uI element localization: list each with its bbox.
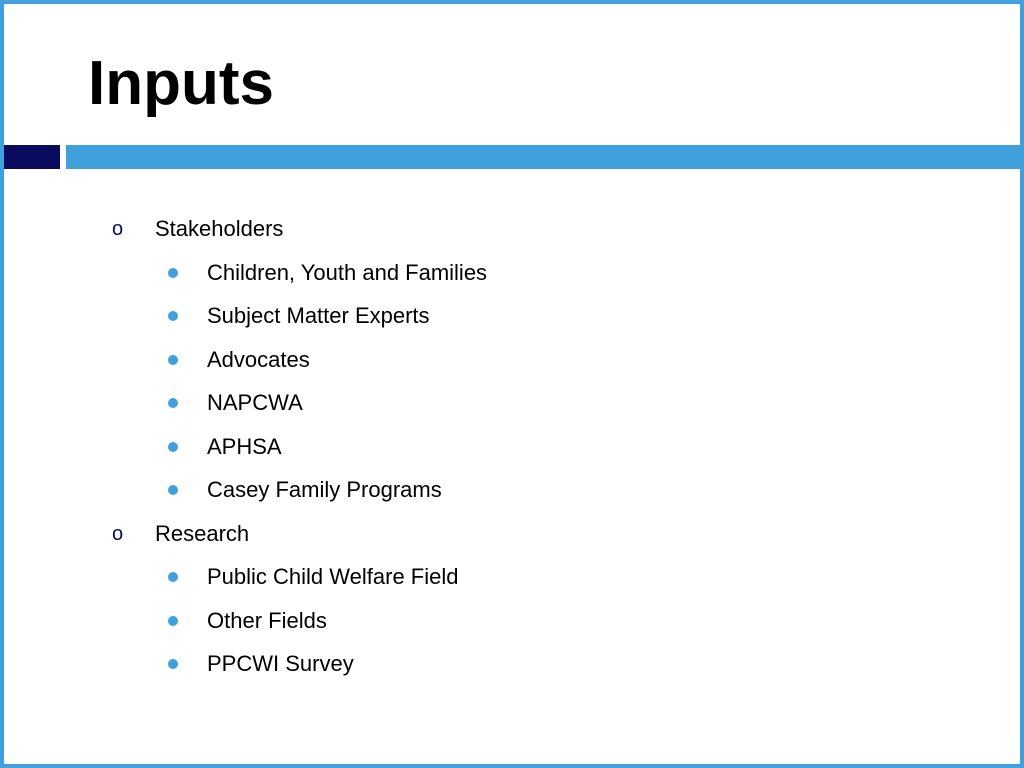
list-item-label: Subject Matter Experts xyxy=(207,303,430,328)
slide-title: Inputs xyxy=(88,49,274,118)
section-label: Stakeholders xyxy=(155,216,284,241)
bullet-dot-icon xyxy=(168,659,178,669)
list-item-label: PPCWI Survey xyxy=(207,651,354,676)
list-item-label: Public Child Welfare Field xyxy=(207,564,459,589)
list-item xyxy=(207,390,303,416)
list-item xyxy=(207,260,487,286)
list-item xyxy=(207,564,458,590)
list-item xyxy=(207,651,354,677)
list-item xyxy=(207,434,282,460)
bullet-dot-icon xyxy=(168,268,178,278)
section-label: Research xyxy=(155,521,250,546)
list-item-label: Other Fields xyxy=(207,608,327,633)
circle-outline-bullet-icon: o xyxy=(112,523,124,545)
list-item-label: Children, Youth and Families xyxy=(207,260,488,285)
bullet-dot-icon xyxy=(168,616,178,626)
list-item xyxy=(207,477,442,503)
bullet-dot-icon xyxy=(168,398,178,408)
bullet-dot-icon xyxy=(168,442,178,452)
section-item-stakeholders xyxy=(112,216,284,242)
bullet-list xyxy=(4,4,1020,764)
list-item xyxy=(207,608,327,634)
list-item-label: APHSA xyxy=(207,434,282,459)
bullet-dot-icon xyxy=(168,485,178,495)
bullet-dot-icon xyxy=(168,355,178,365)
bullet-dot-icon xyxy=(168,572,178,582)
section-item-research xyxy=(112,521,250,547)
list-item xyxy=(207,303,430,329)
bullet-dot-icon xyxy=(168,311,178,321)
list-item-label: NAPCWA xyxy=(207,390,303,415)
list-item-label: Casey Family Programs xyxy=(207,477,442,502)
list-item-label: Advocates xyxy=(207,347,310,372)
circle-outline-bullet-icon: o xyxy=(112,218,124,240)
list-item xyxy=(207,347,310,373)
